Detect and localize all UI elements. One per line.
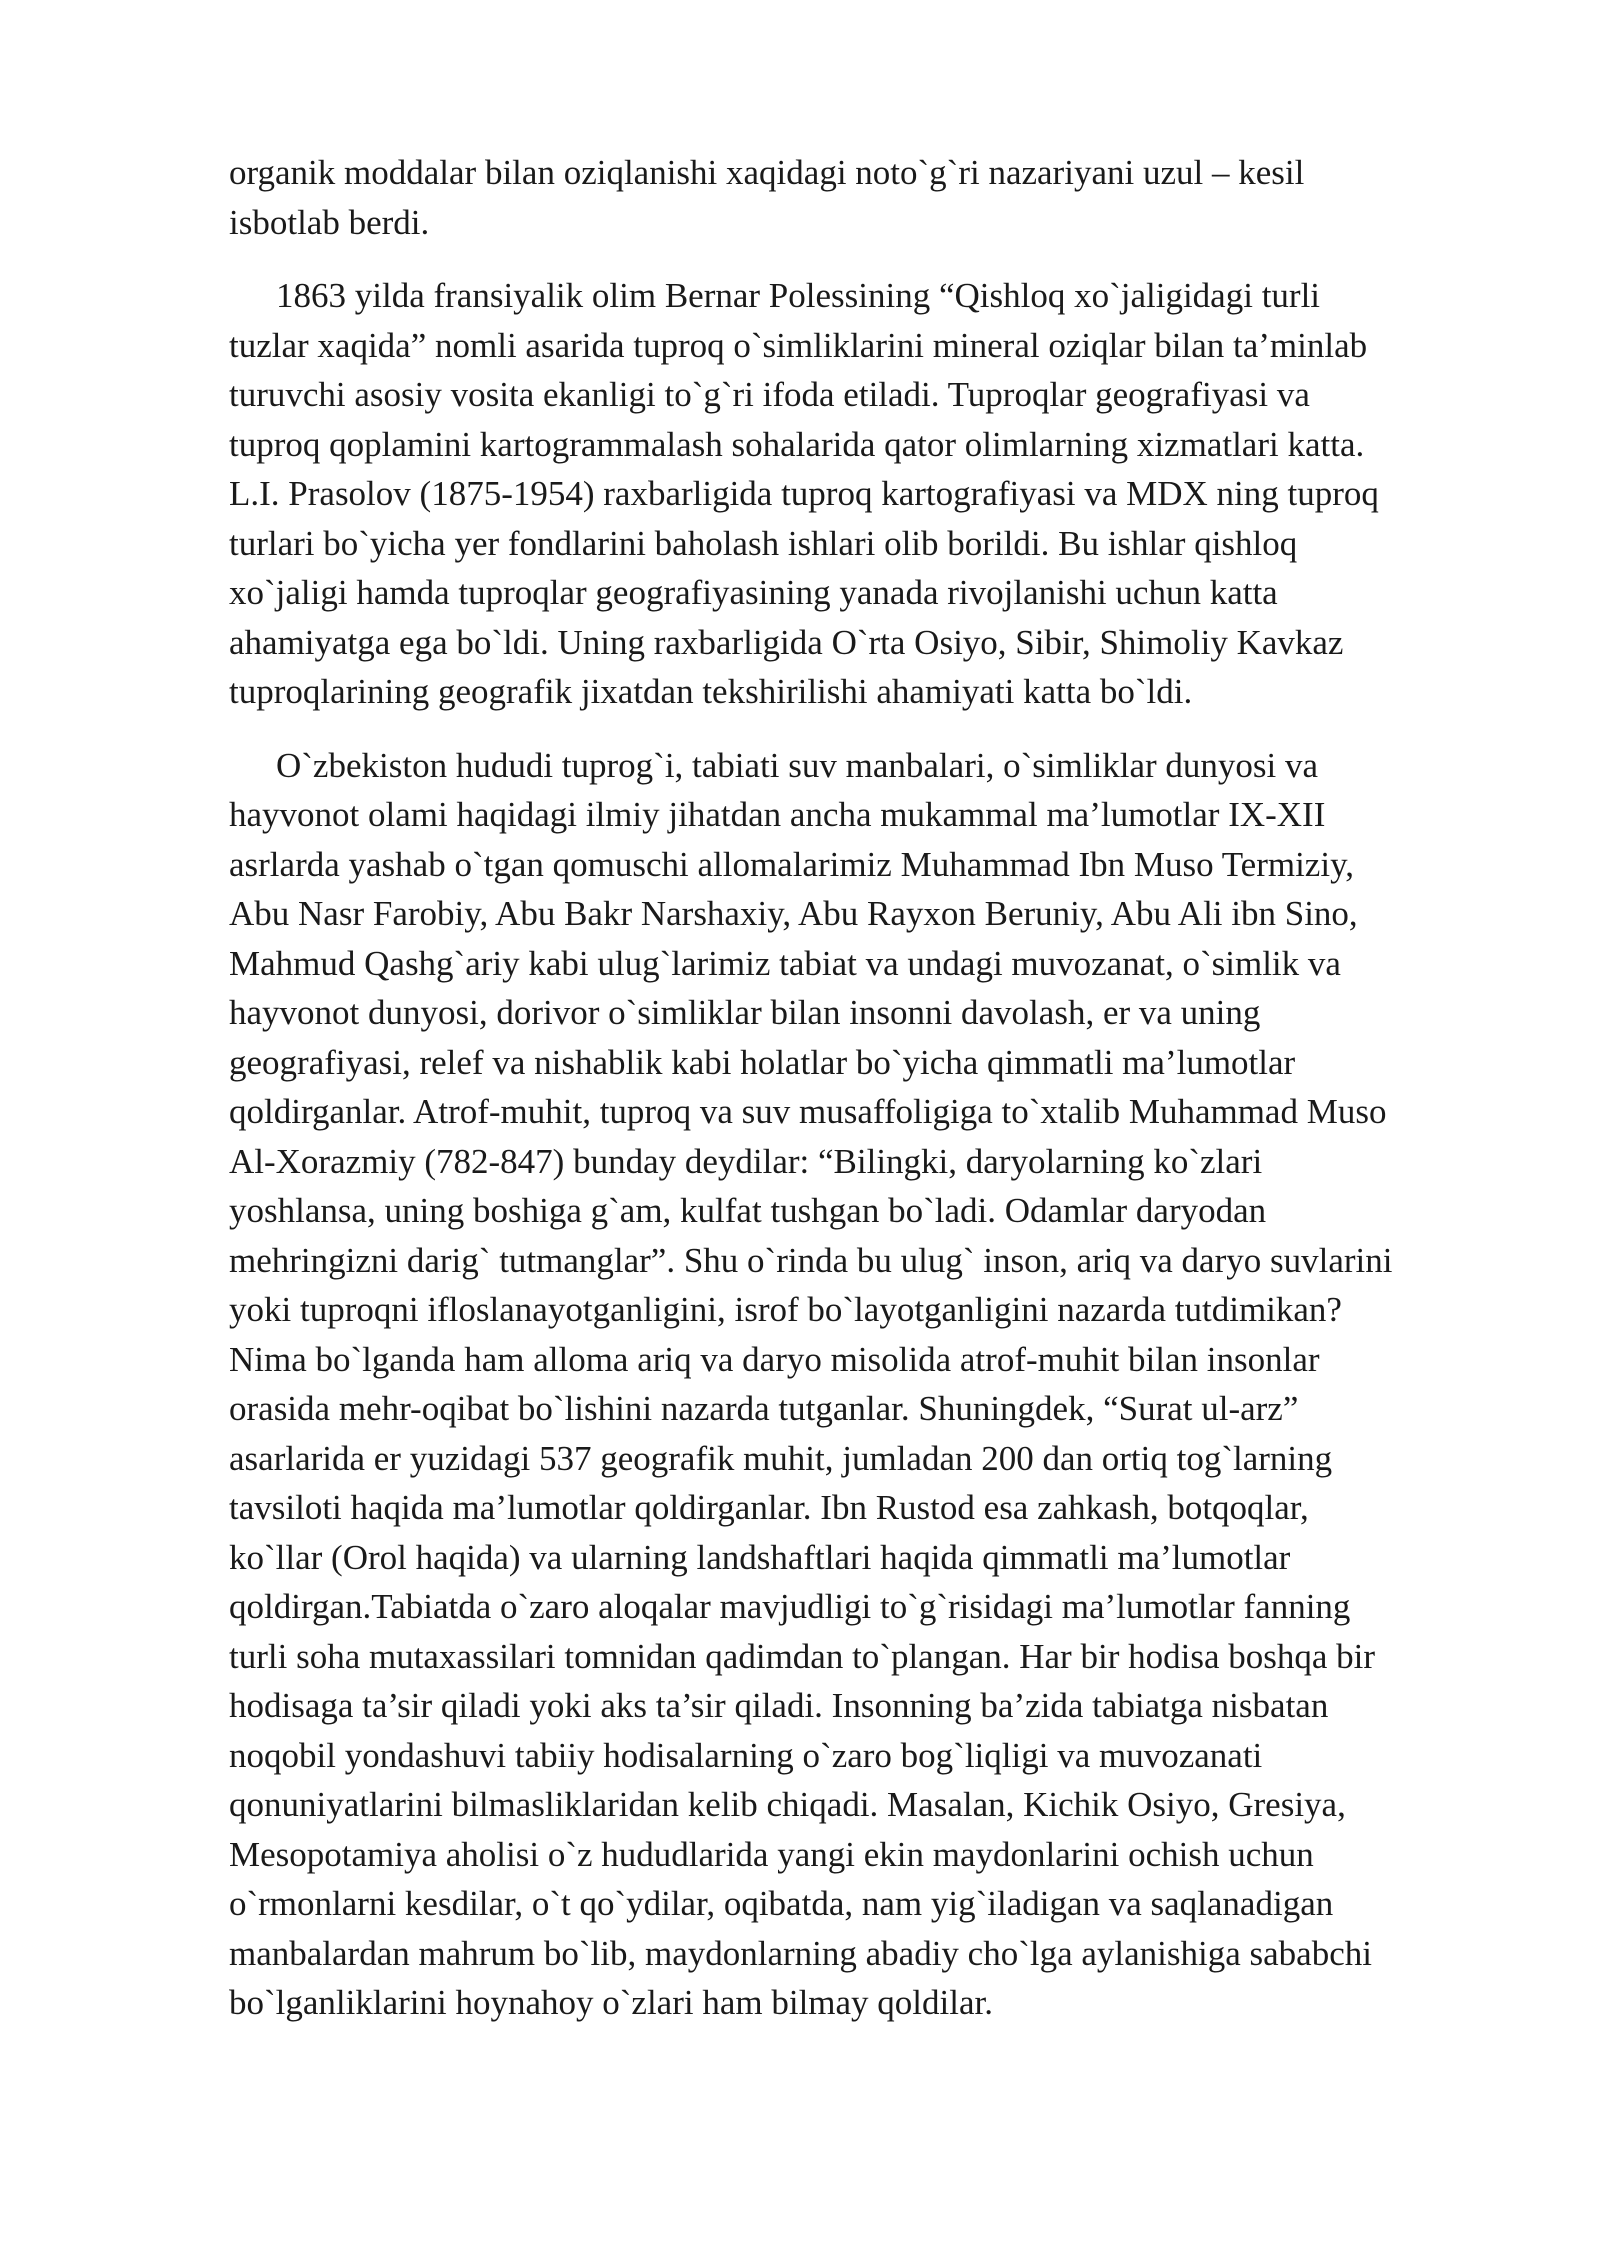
- text-line: Al-Xorazmiy (782-847) bunday deydilar: “Bilingki, daryolarning ko`zlari: [229, 1141, 1263, 1181]
- text-line: isbotlab berdi.: [229, 202, 430, 242]
- paragraph-2: [229, 271, 1481, 717]
- paragraph-1: [229, 148, 1481, 247]
- text-line: Mahmud Qashg`ariy kabi ulug`larimiz tabiat va undagi muvozanat, o`simlik va: [229, 943, 1341, 983]
- text-line: Mesopotamiya aholisi o`z hududlarida yangi ekin maydonlarini ochish uchun: [229, 1834, 1314, 1874]
- text-line: Nima bo`lganda ham alloma ariq va daryo misolida atrof-muhit bilan insonlar: [229, 1339, 1320, 1379]
- text-line: qoldirgan.Tabiatda o`zaro aloqalar mavjudligi to`g`risidagi ma’lumotlar fanning: [229, 1587, 1351, 1626]
- text-line: geografiyasi, relef va nishablik kabi holatlar bo`yicha qimmatli ma’lumotlar: [229, 1042, 1296, 1082]
- text-line: yoki tuproqni ifloslanayotganligini, isrof bo`layotganligini nazarda tutdimikan?: [229, 1290, 1342, 1329]
- paragraph-3: [229, 741, 1481, 2028]
- text-line: 1863 yilda fransiyalik olim Bernar Polessining “Qishloq xo`jaligidagi turli: [276, 276, 1321, 315]
- text-line: noqobil yondashuvi tabiiy hodisalarning o`zaro bog`liqligi va muvozanati: [229, 1735, 1263, 1775]
- text-line: hayvonot dunyosi, dorivor o`simliklar bilan insonni davolash, er va uning: [229, 993, 1261, 1032]
- text-line: turuvchi asosiy vosita ekanligi to`g`ri ifoda etiladi. Tuproqlar geografiyasi va: [229, 375, 1310, 414]
- text-line: turlari bo`yicha yer fondlarini baholash ishlari olib borildi. Bu ishlar qishloq: [229, 523, 1298, 563]
- text-line: yoshlansa, uning boshiga g`am, kulfat tushgan bo`ladi. Odamlar daryodan: [229, 1191, 1267, 1230]
- text-line: tuproq qoplamini kartogrammalash sohalarida qator olimlarning xizmatlari katta.: [229, 424, 1365, 464]
- text-line: qonuniyatlarini bilmasliklaridan kelib chiqadi. Masalan, Kichik Osiyo, Gresiya,: [229, 1785, 1346, 1824]
- text-line: bo`lganliklarini hoynahoy o`zlari ham bilmay qoldilar.: [229, 1983, 993, 2022]
- text-line: L.I. Prasolov (1875-1954) raxbarligida tuproq kartografiyasi va MDX ning tuproq: [229, 474, 1379, 513]
- text-line: asarlarida er yuzidagi 537 geografik muhit, jumladan 200 dan ortiq tog`larning: [229, 1438, 1333, 1478]
- text-line: orasida mehr-oqibat bo`lishini nazarda tutganlar. Shuningdek, “Surat ul-arz”: [229, 1389, 1299, 1428]
- text-line: tuproqlarining geografik jixatdan tekshirilishi ahamiyati katta bo`ldi.: [229, 672, 1193, 711]
- text-line: ko`llar (Orol haqida) va ularning landshaftlari haqida qimmatli ma’lumotlar: [229, 1537, 1291, 1577]
- text-line: Abu Nasr Farobiy, Abu Bakr Narshaxiy, Abu Rayxon Beruniy, Abu Ali ibn Sino,: [229, 894, 1358, 933]
- text-line: tavsiloti haqida ma’lumotlar qoldirganlar. Ibn Rustod esa zahkash, botqoqlar,: [229, 1488, 1309, 1527]
- text-line: mehringizni darig` tutmanglar”. Shu o`rinda bu ulug` inson, ariq va daryo suvlarini: [229, 1240, 1393, 1280]
- text-line: asrlarda yashab o`tgan qomuschi allomalarimiz Muhammad Ibn Muso Termiziy,: [229, 844, 1355, 884]
- text-line: manbalardan mahrum bo`lib, maydonlarning abadiy cho`lga aylanishiga sababchi: [229, 1933, 1372, 1973]
- text-line: hayvonot olami haqidagi ilmiy jihatdan ancha mukammal ma’lumotlar IX-XII: [229, 795, 1326, 834]
- text-line: ahamiyatga ega bo`ldi. Uning raxbarligida O`rta Osiyo, Sibir, Shimoliy Kavkaz: [229, 622, 1344, 662]
- text-line: tuzlar xaqida” nomli asarida tuproq o`simliklarini mineral oziqlar bilan ta’minlab: [229, 325, 1368, 365]
- text-line: O`zbekiston hududi tuprog`i, tabiati suv manbalari, o`simliklar dunyosi va: [276, 745, 1319, 785]
- text-line: organik moddalar bilan oziqlanishi xaqidagi noto`g`ri nazariyani uzul – kesil: [229, 153, 1305, 192]
- document-body: [229, 148, 1481, 2052]
- text-line: qoldirganlar. Atrof-muhit, tuproq va suv musaffoligiga to`xtalib Muhammad Muso: [229, 1092, 1387, 1131]
- text-line: turli soha mutaxassilari tomnidan qadimdan to`plangan. Har bir hodisa boshqa bir: [229, 1636, 1376, 1676]
- text-line: xo`jaligi hamda tuproqlar geografiyasining yanada rivojlanishi uchun katta: [229, 573, 1278, 612]
- text-line: hodisaga ta’sir qiladi yoki aks ta’sir qiladi. Insonning ba’zida tabiatga nisbatan: [229, 1686, 1329, 1725]
- text-line: o`rmonlarni kesdilar, o`t qo`ydilar, oqibatda, nam yig`iladigan va saqlanadigan: [229, 1884, 1334, 1923]
